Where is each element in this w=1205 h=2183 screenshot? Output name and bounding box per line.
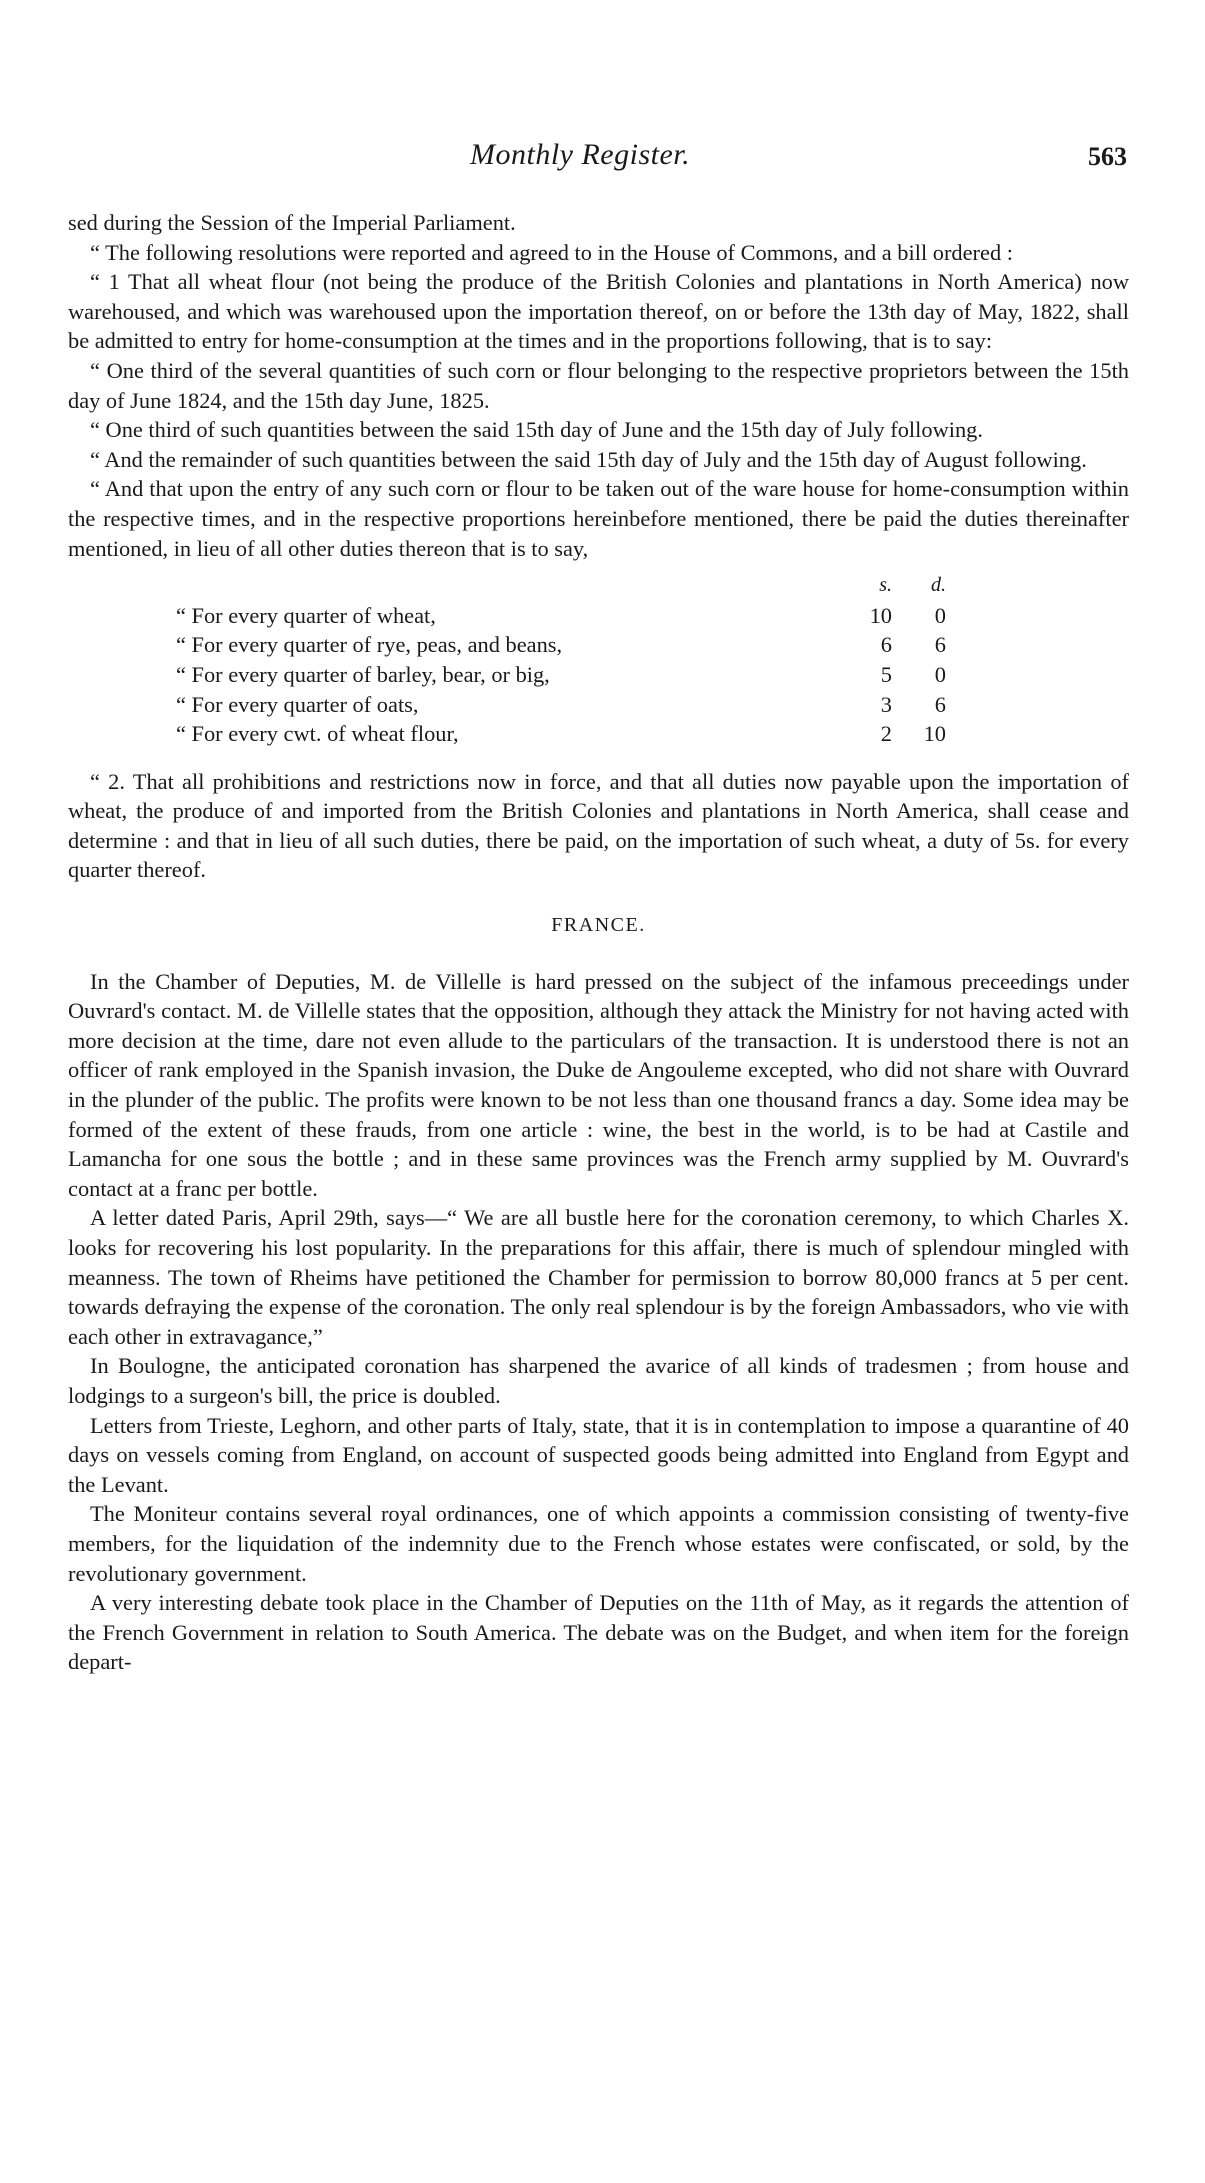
section-heading: FRANCE.: [551, 914, 646, 937]
duties-header-row: [176, 571, 966, 601]
paragraph: “ 2. That all prohibitions and restrictions now in force, and that all duties now payable upon the importation of wheat, the produce of and imported from the British Colonies and plantations in North America, shall cease and determine : and that in lieu of all such duties, there be paid, on the importation of such wheat, a duty of 5s. for every quarter thereof.: [68, 768, 1129, 883]
paragraph: “ One third of such quantities between the said 15th day of June and the 15th day of July following.: [90, 417, 983, 443]
duty-item: “ For every quarter of rye, peas, and beans,: [176, 632, 563, 658]
duty-row: [176, 660, 966, 690]
duty-pence: 10: [923, 721, 946, 747]
duty-item: “ For every cwt. of wheat flour,: [176, 721, 459, 747]
duty-item: “ For every quarter of oats,: [176, 691, 419, 717]
page-header: [0, 138, 1205, 182]
duty-shillings: 2: [880, 721, 892, 747]
paragraph: “ The following resolutions were reported and agreed to in the House of Commons, and a bill ordered :: [90, 239, 1013, 265]
paragraph: A letter dated Paris, April 29th, says—“ We are all bustle here for the coronation ceremony, to which Charles X. looks for recovering his lost popularity. In the preparations for this affair, there is much of splendour mingled with meanness. The town of Rheims have petitioned the Chamber for permission to borrow 80,000 francs at 5 per cent. towards defraying the expense of the coronation. The only real splendour is by the foreign Ambassadors, who vie with each other in extravagance,”: [68, 1205, 1129, 1349]
duty-shillings: 3: [880, 691, 892, 717]
paragraph: “ And that upon the entry of any such corn or flour to be taken out of the ware house for home-consumption within the respective times, and in the respective proportions hereinbefore mentioned, there be paid the duties thereinafter mentioned, in lieu of all other duties thereon that is to say,: [68, 476, 1129, 561]
duty-pence: 0: [934, 661, 946, 687]
duty-shillings: 6: [880, 632, 892, 658]
paragraph: In Boulogne, the anticipated coronation has sharpened the avarice of all kinds of tradesmen ; from house and lodgings to a surgeon's bill, the price is doubled.: [68, 1353, 1129, 1408]
duty-item: “ For every quarter of barley, bear, or big,: [176, 661, 550, 687]
duty-row: [176, 719, 966, 749]
paragraph: The Moniteur contains several royal ordinances, one of which appoints a commission consisting of twenty-five members, for the liquidation of the indemnity due to the French whose estates were confiscated, or sold, by the revolutionary government.: [68, 1501, 1129, 1586]
pence-column-header: d.: [931, 574, 946, 597]
duties-table: [176, 571, 966, 749]
paragraph: In the Chamber of Deputies, M. de Villelle is hard pressed on the subject of the infamous preceedings under Ouvrard's contact. M. de Villelle states that the opposition, although they attack the Ministry for not having acted with more decision at the time, dare not even allude to the particulars of the transaction. It is understood there is not an officer of rank employed in the Spanish invasion, the Duke de Angouleme excepted, who did not share with Ouvrard in the plunder of the public. The profits were known to be not less than one thousand francs a day. Some idea may be formed of the extent of these frauds, from one article : wine, the best in the world, is to be had at Castile and Lamancha for one sous the bottle ; and in these same provinces was the French army supplied by M. Ouvrard's contact at a franc per bottle.: [68, 968, 1129, 1201]
page-number: 563: [1088, 142, 1127, 171]
running-title: Monthly Register.: [470, 138, 691, 171]
duty-item: “ For every quarter of wheat,: [176, 602, 436, 628]
paragraph: “ And the remainder of such quantities between the said 15th day of July and the 15th day of August following.: [90, 446, 1087, 472]
duty-shillings: 5: [880, 661, 892, 687]
paragraph: sed during the Session of the Imperial Parliament.: [68, 210, 516, 235]
article-body: [68, 208, 1129, 1677]
paragraph: A very interesting debate took place in the Chamber of Deputies on the 11th of May, as it regards the attention of the French Government in relation to South America. The debate was on the Budget, and when item for the foreign depart-: [68, 1590, 1129, 1675]
duty-pence: 0: [934, 602, 946, 628]
duty-pence: 6: [934, 632, 946, 658]
shillings-column-header: s.: [879, 574, 892, 597]
paragraph: “ One third of the several quantities of such corn or flour belonging to the respective proprietors between the 15th day of June 1824, and the 15th day June, 1825.: [68, 357, 1129, 413]
duty-shillings: 10: [869, 602, 892, 628]
paragraph: Letters from Trieste, Leghorn, and other parts of Italy, state, that it is in contemplation to impose a quarantine of 40 days on vessels coming from England, on account of suspected goods being admitted into England from Egypt and the Levant.: [68, 1412, 1129, 1497]
duty-row: [176, 630, 966, 660]
duty-row: [176, 690, 966, 720]
duty-pence: 6: [934, 691, 946, 717]
duty-row: [176, 601, 966, 631]
paragraph: “ 1 That all wheat flour (not being the produce of the British Colonies and plantations in North America) now warehoused, and which was warehoused upon the importation thereof, on or before the 13th day of May, 1822, shall be admitted to entry for home-consumption at the times and in the proportions following, that is to say:: [68, 269, 1129, 354]
